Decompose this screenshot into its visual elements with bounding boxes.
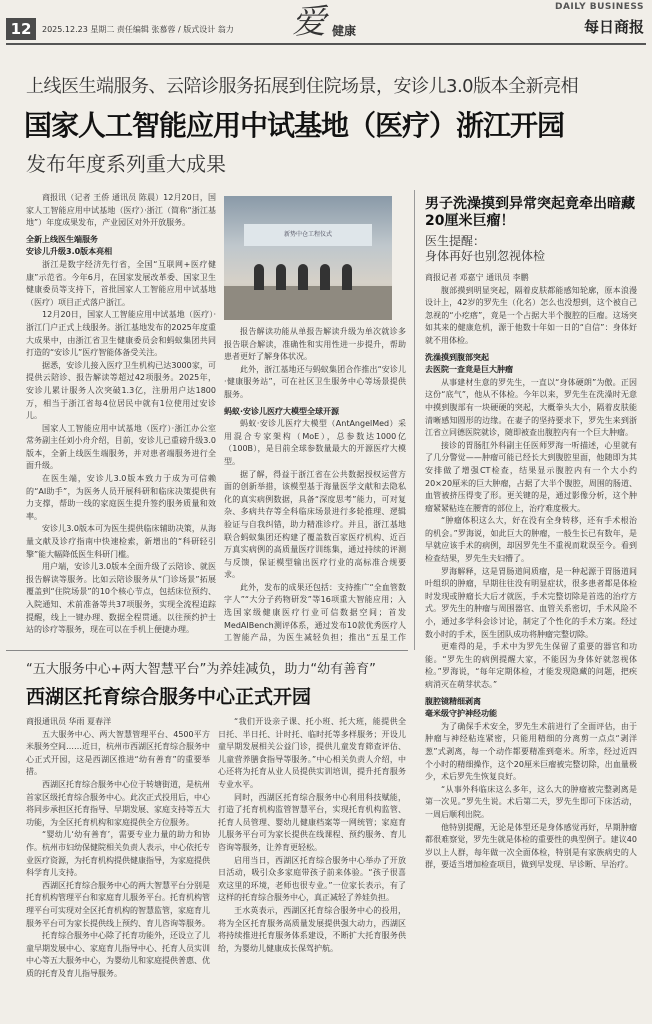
photo-person xyxy=(342,264,352,290)
story1-paragraph: 此外，浙江基地还与蚂蚁集团合作推出“安诊儿·健康服务站”，可在社区卫生服务中心等场景提供服务。 xyxy=(224,364,406,399)
paper-name-cn: 每日商报 xyxy=(583,18,644,36)
date-line: 2025.12.23 星期二 责任编辑 张慕蓉 / 版式设计 翁力 xyxy=(42,25,234,34)
story1-paragraph: 12月20日，国家人工智能应用中试基地（医疗）·浙江门户正式上线服务。浙江基地发布的2025年度重大成果中，由浙江省卫生健康委员会和蚂蚁集团共同打造的“安诊儿”医疗智能体备受关注。 xyxy=(26,310,216,358)
story3-paragraph: 王水英表示，西湖区托育综合服务中心的投用，将为全区托育服务高质量发展提供强大动力，西湖区将持续推进托育服务体系建设，不断扩大托育服务供给，为婴幼儿健康成长保驾护航。 xyxy=(218,905,406,953)
story1-paragraph: 用户端，安诊儿3.0版本全面升级了云陪诊、就医报告解读等服务。比如云陪诊服务从“门诊场景”拓展覆盖到“住院场景”的10个核心节点，包括床位预约、入院通知、术前准备等共37项服务，实现全流程追踪提醒，线上一键办理、数据全程贯通。以往预约护士站的诊疗等服务，现在可以在手机上便捷办理。 xyxy=(26,562,216,635)
event-photo xyxy=(224,196,392,320)
header-rule xyxy=(6,43,646,45)
story3-paragraph: 托育综合服务中心除了托育功能外，还设立了儿童早期发展中心、家庭育儿指导中心、托育人员实训中心等五大服务中心，为婴幼儿和家庭提供普惠、优质的托育及育儿指导服务。 xyxy=(26,931,210,978)
story2-paragraph: “从事外科临床这么多年，这么大的肿瘤被完整剥离是第一次见。”罗先生说。术后第二天，罗先生即可下床活动，一周后顺利出院。 xyxy=(425,784,637,819)
story1-subtitle-c: 蚂蚁·安诊儿医疗大模型全球开源 xyxy=(224,406,340,416)
story2-paragraph: 腹部摸到明显突起，隔着皮肤都能感知轮廓，原本浪漫设计上，42岁的罗先生（化名）怎么也没想到，这个被自己忽视的“小疙瘩”，竟是一个占据大半个腹腔的巨瘤。这场突如其来的健康危机，源于他数十年如一日的“自信”：身体好就不用体检。 xyxy=(425,285,637,345)
story3-paragraph: “婴幼儿‘幼有善育’，需要专业力量的助力和协作。杭州市妇幼保健院相关负责人表示，中心依托专业医疗资源，为托育机构提供健康指导，为家庭提供科学育儿支持。 xyxy=(26,830,210,878)
story1-paragraph: 浙江是数字经济先行省，全国“互联网+医疗健康”示范省。今年6月，在国家发展改革委、国家卫生健康委员等支持下，首批国家人工智能应用中试基地（医疗）项目正式落户浙江。 xyxy=(26,259,216,307)
story1-byline: 商报讯（记者 王侨 通讯员 陈晨）12月20日，国家人工智能应用中试基地（医疗）·浙江（简称“浙江基地”）年度成果发布，产业园区对外开放服务。 xyxy=(26,193,216,228)
story1-paragraph: 蚂蚁·安诊儿医疗大模型（AntAngelMed）采用混合专家架构（MoE），总参数达1000亿（100B），是目前全球参数量最大的开源医疗大模型。 xyxy=(224,419,406,466)
story3-top-rule xyxy=(6,650,408,651)
story3-kicker: “五大服务中心+两大智慧平台”为养娃减负，助力“幼有善育” xyxy=(26,662,376,677)
story2-paragraph: 从事建材生意的罗先生，一直以“身体硬朗”为傲。正因这份“底气”，他从不体检。今年以来，罗先生在洗澡时无意中摸到腹部有一块硬硬的突起，大概拳头大小，隔着皮肤能清晰感知圆形的边缘。在妻子的坚持要求下，罗先生来到浙江省立同德医院就诊，随即被查出腹腔内有一个巨大肿瘤。 xyxy=(425,377,637,438)
story2-paragraph: 为了确保手术安全，罗先生术前进行了全面评估，由于肿瘤与神经粘连紧密，只能用精细的分离剪一点点“剥洋葱”式剥离，每一个动作都要精准到毫米。所幸，经过近四个小时的精细操作，这个20厘米巨瘤被完整切除，出血量极少，术后罗先生恢复良好。 xyxy=(425,721,637,782)
story3-paragraph: 西湖区托育综合服务中心的两大智慧平台分别是托育机构管理平台和家庭育儿服务平台。托育机构管理平台可实现对全区托育机构的智慧监管，家庭育儿服务平台可为家长提供线上预约、育儿咨询等服务。 xyxy=(26,880,210,928)
story2-paragraph: 罗海解释，这是胃肠道间质瘤，是一种起源于胃肠道间叶组织的肿瘤，早期往往没有明显症状，很多患者都是体检时发现或肿瘤长大后才就医，手术完整切除是首选的治疗方式。罗先生的肿瘤与周围器官、血管关系密切，手术风险不小，通过多学科会诊讨论，制定了个性化的手术方案。经过数小时的手术，医生团队成功将肿瘤完整切除。 xyxy=(425,566,637,639)
story1-paragraph: 安诊儿3.0版本可为医生提供临床辅助决策，从海量文献及诊疗指南中快速检索，新增出的“科研轻引擎”能大幅降低医生科研门槛。 xyxy=(26,524,216,559)
photo-stage-banner: 新势中仓工程仪式 xyxy=(244,224,372,246)
story2-byline: 商报记者 邓嘉宁 通讯员 李鹏 xyxy=(425,273,529,282)
story3-title: 西湖区托育综合服务中心正式开园 xyxy=(26,686,312,708)
photo-floor xyxy=(224,286,392,320)
page-header xyxy=(0,0,652,44)
story1-column-2 xyxy=(224,326,406,644)
story1-paragraph: 报告解读功能从单报告解读升级为单次就诊多报告联合解读，准确性和实用性进一步提升，帮助患者更好了解身体状况。 xyxy=(224,327,406,362)
story2-body xyxy=(425,272,637,1016)
story3-paragraph: 五大服务中心、两大智慧管理平台、4500平方米服务空间……近日，杭州市西湖区托育综合服务中心正式开园，这是西湖区推进“幼有善育”的重要举措。 xyxy=(26,729,210,777)
story3-column-1 xyxy=(26,716,210,1016)
story2-paragraph: 接诊的胃肠肛外科副主任医师罗海一听描述，心里就有了几分警觉——肿瘤可能已经长大到腹腔里面，他随即为其安排做了增强CT检查，结果显示腹腔内有一个大小约20×20厘米的巨大肿瘤，占据了大半个腹腔，周围的肠道、血管被挤压得变了形。更关键的是，通过影像分析，这个肿瘤紧紧粘连在腰背的部位上，治疗难度极大。 xyxy=(425,440,637,513)
story2-paragraph: 更难得的是，手术中为罗先生保留了重要的器官和功能。“罗先生的病例提醒大家，不能因为身体好就忽视体检。”罗海说，“每年定期体检，才能发现隐藏的问题，把疾病消灭在萌芽状态。” xyxy=(425,642,637,689)
section-title: 健康 xyxy=(332,24,357,38)
story2-subtitle-d: 毫米级守护神经功能 xyxy=(425,709,497,719)
story1-paragraph: 此外，发布的成果还包括：支持推广“全血管数字人”“大分子药物研发”等16项重大智能应用；入选国家级健康医疗行业可信数据空间；首发MedAIBench测评体系，通过发布10款优秀医疗人工智能产品，为医生减轻负担；推出“五星工作 xyxy=(224,582,406,643)
photo-person xyxy=(254,264,264,290)
story1-paragraph: 在医生端，安诊儿3.0版本致力于成为可信赖的“AI助手”，为医务人员开展科研和临床决策提供有力支撑，帮助一线的家庭医生提升签约服务质量和效率。 xyxy=(26,474,216,521)
photo-person xyxy=(276,264,286,290)
photo-person xyxy=(320,264,330,290)
story3-paragraph: 同时，西湖区托育综合服务中心利用科技赋能，打造了托育机构监管智慧平台，实现托育机构监管、托育人员管理、婴幼儿健康档案等一网统管；家庭育儿服务平台可为家长提供在线课程、预约服务、育儿咨询等服务，让养育更轻松。 xyxy=(218,792,406,852)
story1-column-1 xyxy=(26,192,216,644)
story2-title: 男子洗澡摸到异常突起竟牵出暗藏20厘米巨瘤！ xyxy=(425,196,635,229)
story3-byline: 商报通讯员 华雨 夏春洋 xyxy=(26,717,112,726)
story2-subtitle-a: 洗澡摸到腹部突起 xyxy=(425,352,489,362)
photo-person xyxy=(298,264,308,290)
story1-headline: 国家人工智能应用中试基地（医疗）浙江开园 xyxy=(24,109,565,142)
story3-paragraph: “我们开设亲子课、托小班、托大班，能提供全日托、半日托、计时托、临时托等多样服务；开设儿童早期发展相关公益门诊，提供儿童发育筛查评估、儿童营养膳食指导等服务。”中心相关负责人介绍，中心还将为托育从业人员提供实训培训，提升托育服务专业水平。 xyxy=(218,717,406,789)
story1-subtitle-a: 全新上线医生端服务 xyxy=(26,234,98,244)
story1-paragraph: 据了解，得益于浙江省在公共数据授权运营方面的创新举措，该模型基于海量医学文献和去隐私化的真实病例数据，具备“深度思考”能力，可对复杂、多病共存等全科临床场景进行多轮推理、逻辑验证与自我纠错，助力精准诊疗。并且，浙江基地联合蚂蚁集团还构建了覆盖数百家医疗机构、近百万真实病例的高质量医疗训练集，通过持续的评测与反馈，保证模型输出医疗行业的高标准合规要求。 xyxy=(224,469,406,580)
story1-subtitle-b: 安诊儿升级3.0版本亮相 xyxy=(26,247,113,257)
story2-subtitle-1: 医生提醒： xyxy=(425,234,486,248)
story3-paragraph: 西湖区托育综合服务中心位于转塘街道，是杭州首家区级托育综合服务中心。此次正式投用后，中心将同步承担区托育指导、早期发展、家庭支持等五大功能，为全区托育机构和家庭提供全方位服务。 xyxy=(26,779,210,827)
story2-paragraph: “肿瘤体积这么大，好在没有全身转移，还有手术根治的机会。”罗海说，如此巨大的肿瘤，一般生长已有数年，是早就应该手术的病例，却因罗先生不重视而耽误至今。看到检查结果，罗先生夫妇懵了。 xyxy=(425,516,637,564)
story1-kicker: 上线医生端服务、云陪诊服务拓展到住院场景，安诊儿3.0版本全新亮相 xyxy=(26,76,579,97)
page-number: 12 xyxy=(6,18,36,40)
story2-subtitle-b: 去医院一查竟是巨大肿瘤 xyxy=(425,365,513,375)
story1-paragraph: 国家人工智能应用中试基地（医疗）·浙江办公室常务副主任刘小舟介绍，目前，安诊儿已重磅升级3.0版本，全新上线医生端服务，并对患者端服务进行全面升级。 xyxy=(26,423,216,471)
section-logo: 爱 xyxy=(292,2,326,42)
column-divider xyxy=(414,190,415,650)
story2-subtitle-2: 身体再好也别忽视体检 xyxy=(425,249,546,263)
story3-column-2 xyxy=(218,716,406,1016)
story1-paragraph: 据悉，安诊儿接入医疗卫生机构已达3000家，可提供云陪诊、报告解读等超过42项服务。2025年，安诊儿累计服务人次突破1.3亿，注册用户达1800万，相当于浙江省每4位居民中就有1位使用过安诊儿。 xyxy=(26,360,216,421)
story3-paragraph: 启用当日，西湖区托育综合服务中心举办了开放日活动，吸引众多家庭带孩子前来体验。“孩子很喜欢这里的环境，老师也很专业。”一位家长表示，有了这样的托育综合服务中心，真正减轻了养娃负担。 xyxy=(218,855,406,903)
story2-subtitle-c: 腹腔镜精细剥离 xyxy=(425,696,481,706)
story2-paragraph: 他特别提醒，无论是体型还是身体感觉再好，早期肿瘤都很难察觉，罗先生就是体检的重要性的典型例子。建议40岁以上人群，每年做一次全面体检，特别是有家族病史的人群，要适当增加检查项目，做到早发现、早诊断、早治疗。 xyxy=(425,822,637,870)
paper-name-en: DAILY BUSINESS xyxy=(554,2,644,12)
story1-subhead: 发布年度系列重大成果 xyxy=(26,152,226,176)
